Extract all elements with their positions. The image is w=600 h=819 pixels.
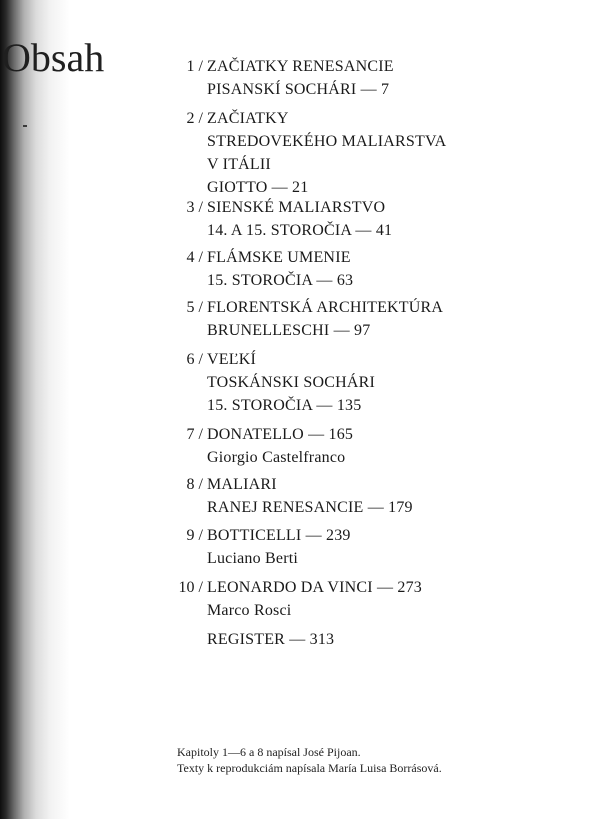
entry-title-line-2: TOSKÁNSKI SOCHÁRI [207,374,376,391]
entry-title: LEONARDO DA VINCI — 273 [207,579,422,596]
entry-subtitle: 15. STOROČIA — 135 [207,397,362,414]
page-title: Obsah [2,35,105,80]
entry-subtitle: PISANSKÍ SOCHÁRI — 7 [207,81,390,98]
entry-subtitle: 14. A 15. STOROČIA — 41 [207,222,393,239]
entry-author: Luciano Berti [207,550,299,567]
entry-subtitle: GIOTTO — 21 [207,179,309,196]
credits-line-1: Kapitoly 1—6 a 8 napísal José Pijoan. [177,745,361,759]
entry-number: 1 / [186,58,203,75]
entry-number: 2 / [186,110,203,127]
entry-title: SIENSKÉ MALIARSTVO [207,199,386,216]
entry-title-line-3: V ITÁLII [207,156,271,173]
entry-title: VEĽKÍ [207,351,256,368]
entry-subtitle: BRUNELLESCHI — 97 [207,322,371,339]
entry-title: ZAČIATKY RENESANCIE [207,58,394,75]
entry-title: FLORENTSKÁ ARCHITEKTÚRA [207,299,444,316]
entry-title: BOTTICELLI — 239 [207,527,351,544]
entry-number: 8 / [186,476,203,493]
entry-number: 9 / [186,527,203,544]
entry-number: 3 / [186,199,203,216]
entry-title: REGISTER — 313 [207,631,335,648]
credits-line-2: Texty k reprodukciám napísala María Luisa Borrásová. [177,761,442,775]
entry-author: Giorgio Castelfranco [207,449,346,466]
page-binding-shadow [0,0,70,819]
entry-title: ZAČIATKY [207,110,289,127]
entry-title: MALIARI [207,476,277,493]
entry-number: 10 / [178,579,203,596]
entry-title: DONATELLO — 165 [207,426,354,443]
entry-title: FLÁMSKE UMENIE [207,249,351,266]
entry-subtitle: RANEJ RENESANCIE — 179 [207,499,413,516]
entry-number: 5 / [186,299,203,316]
entry-number: 6 / [186,351,203,368]
entry-number: 4 / [186,249,203,266]
entry-author: Marco Rosci [207,602,292,619]
credits-footnote [177,744,442,776]
entry-title-line-2: STREDOVEKÉHO MALIARSTVA [207,133,447,150]
print-speck [23,125,27,127]
entry-subtitle: 15. STOROČIA — 63 [207,272,354,289]
entry-number: 7 / [186,426,203,443]
